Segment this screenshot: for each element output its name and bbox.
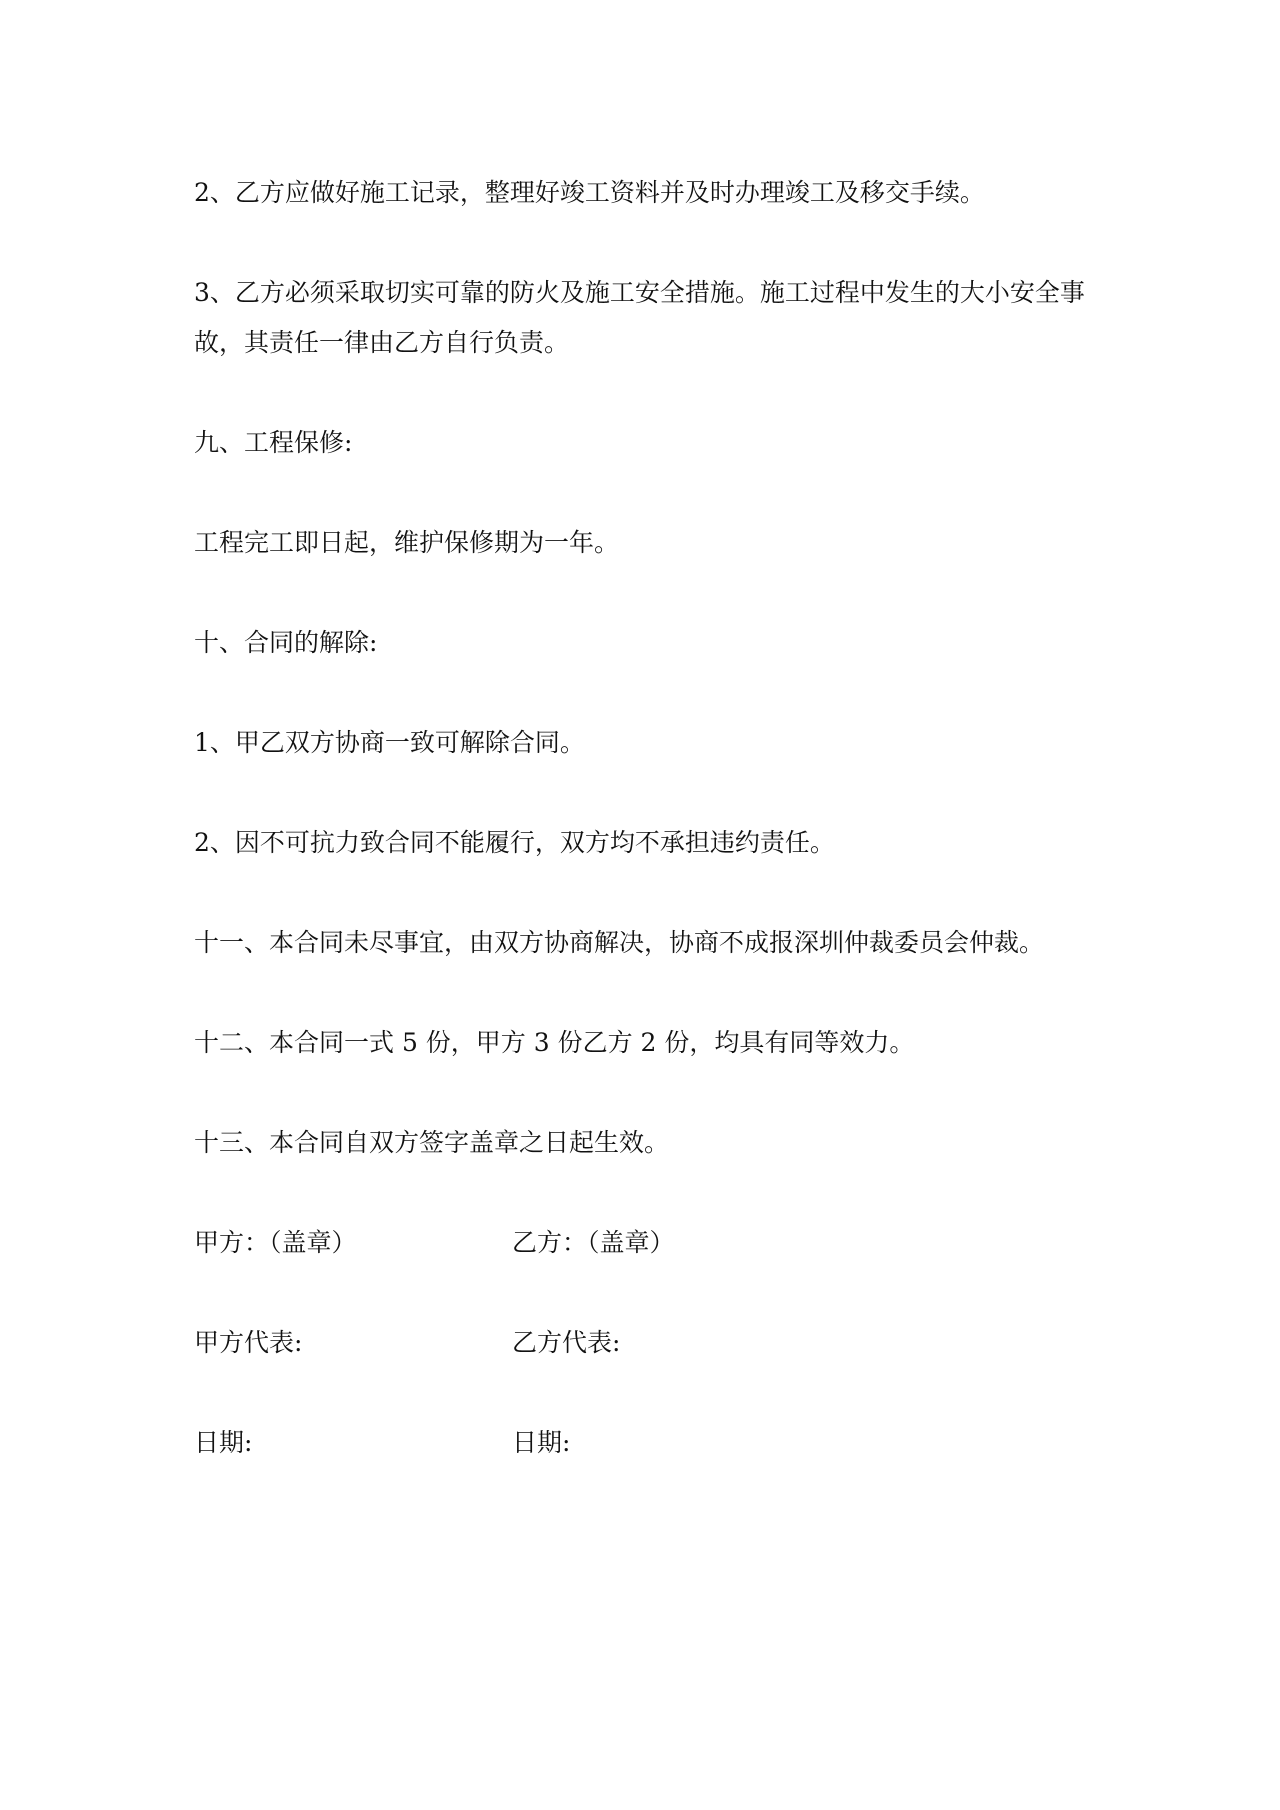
signature-seal-row: [194, 1218, 1094, 1268]
party-a-rep-label: 甲方代表:: [194, 1328, 303, 1357]
clause-10-1: 1、甲乙双方协商一致可解除合同。: [194, 728, 585, 757]
clause-9-text: 工程完工即日起，维护保修期为一年。: [194, 528, 620, 557]
section-11: 十一、本合同未尽事宜，由双方协商解决，协商不成报深圳仲裁委员会仲裁。: [194, 928, 1045, 957]
clause-10-2: 2、因不可抗力致合同不能履行，双方均不承担违约责任。: [194, 828, 835, 857]
party-b-seal-label: 乙方：（盖章）: [512, 1228, 675, 1257]
section-13: 十三、本合同自双方签字盖章之日起生效。: [194, 1128, 670, 1157]
party-a-seal-label: 甲方：（盖章）: [194, 1228, 357, 1257]
signature-date-row: [194, 1418, 1094, 1468]
section-10-heading: 十、合同的解除:: [194, 628, 378, 657]
party-b-rep-label: 乙方代表:: [512, 1328, 621, 1357]
section-9-heading: 九、工程保修:: [194, 428, 353, 457]
section-12: 十二、本合同一式 5 份，甲方 3 份乙方 2 份，均具有同等效力。: [194, 1028, 915, 1057]
party-a-date-label: 日期:: [194, 1428, 253, 1457]
contract-body: [194, 168, 1094, 1518]
party-b-date-label: 日期:: [512, 1428, 571, 1457]
signature-rep-row: [194, 1318, 1094, 1368]
clause-8-3: 3、乙方必须采取切实可靠的防火及施工安全措施。施工过程中发生的大小安全事故，其责任一律由乙方自行负责。: [194, 278, 1085, 357]
clause-8-2: 2、乙方应做好施工记录，整理好竣工资料并及时办理竣工及移交手续。: [194, 178, 985, 207]
